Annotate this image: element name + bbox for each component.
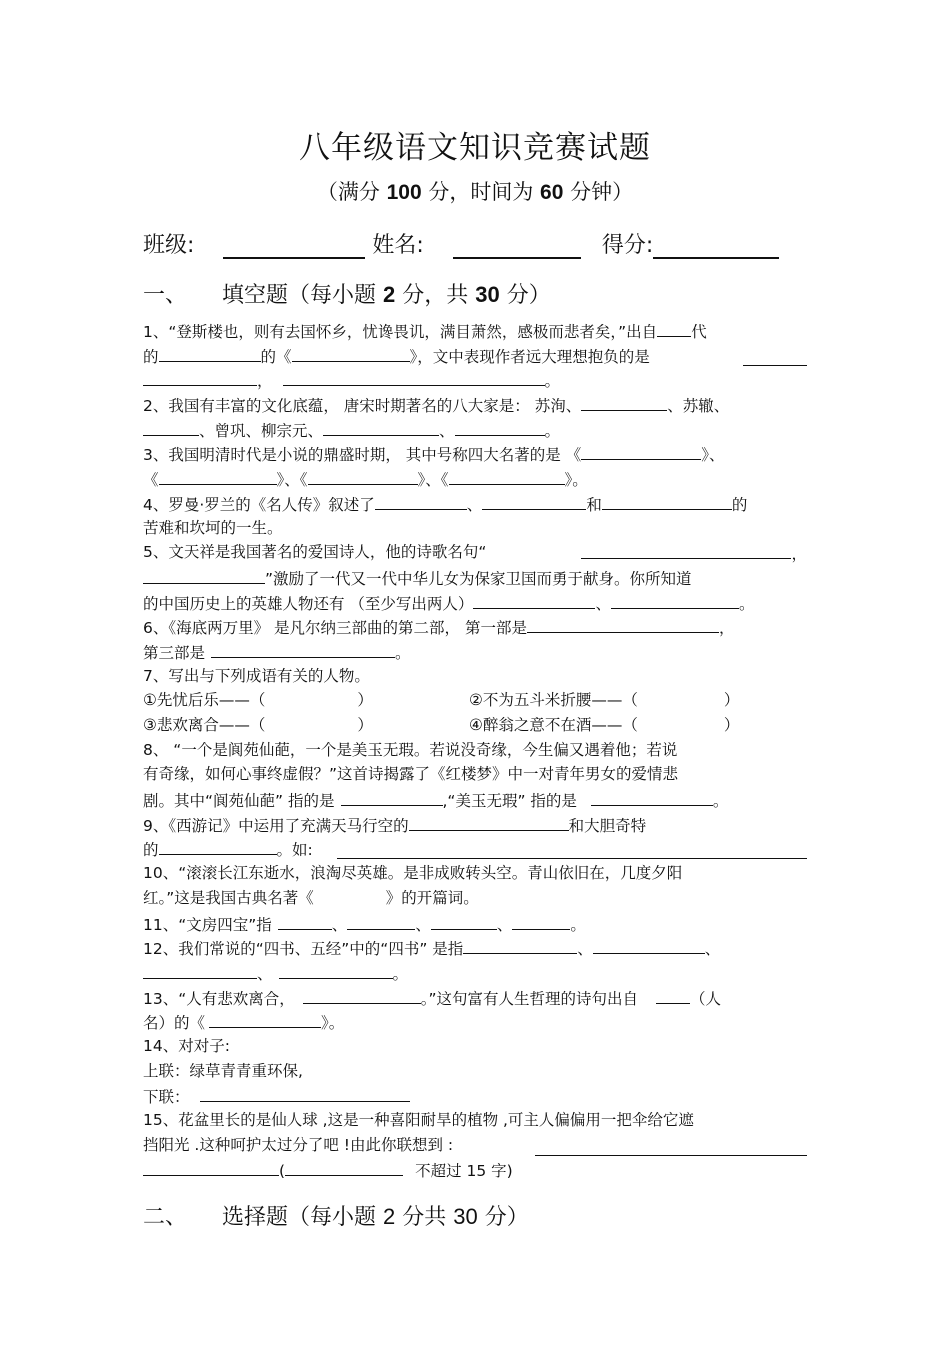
q2-line: 、曾巩、柳宗元、 、 。 [143,417,807,442]
q11-blank-4[interactable] [512,911,570,930]
q3-line: 《 》、《 》、《 》。 [143,466,807,491]
q13-blank-3[interactable] [209,1009,321,1028]
q2-blank-4[interactable] [455,417,545,436]
q9-blank-1[interactable] [409,812,569,831]
q3-blank-4[interactable] [449,466,565,485]
q5-blank-3[interactable] [473,590,595,609]
q15-blank-3[interactable] [285,1157,403,1176]
q2-blank-1[interactable] [581,392,667,411]
section-2-heading: 二、 选择题（每小题 2 分共 30 分） [143,1204,529,1230]
q4-blank-1[interactable] [375,491,467,510]
q9-line: 的 。如: [143,836,807,861]
q7-line: ①先忧后乐——（ ） ②不为五斗米折腰——（ ） [143,691,740,710]
q13-line: 名）的《 》。 [143,1009,807,1034]
q5-line: 5、文天祥是我国著名的爱国诗人，他的诗歌名句“ ， [143,540,807,565]
q15-line: 挡阳光 .这种呵护太过分了吧 !由此你联想到 : [143,1133,807,1158]
exam-subtitle: （满分 100 分，时间为 60 分钟） [316,180,634,204]
q12-line: 、 。 [143,960,807,985]
class-field[interactable] [223,233,365,259]
score-field[interactable] [653,233,779,259]
q13-line: 13、“人有悲欢离合， 。”这句富有人生哲理的诗句出自 （人 [143,985,807,1010]
score-label: 得分: [601,233,654,258]
q1-blank-work[interactable] [292,343,410,362]
q3-blank-3[interactable] [308,466,418,485]
q12-blank-1[interactable] [463,935,577,954]
q11-blank-2[interactable] [347,911,415,930]
student-info-row [143,228,779,259]
q3-blank-2[interactable] [159,466,277,485]
q1-blank-sentence[interactable] [743,347,807,366]
q15-line: ( 不超过 15 字) [143,1157,807,1182]
q8-blank-1[interactable] [341,787,443,806]
section-1-heading: 一、 填空题（每小题 2 分，共 30 分） [143,282,551,308]
q15-blank-1[interactable] [535,1137,807,1156]
q9-blank-2[interactable] [159,836,277,855]
q5-blank-4[interactable] [611,590,739,609]
q12-line: 12、我们常说的“四书、五经”中的“四书” 是指 、 、 [143,935,807,960]
q5-line: ”激励了一代又一代中华儿女为保家卫国而勇于献身。你所知道 [143,565,807,590]
q8-line: 8、 “一个是阆苑仙葩，一个是美玉无瑕。若说没奇缘，今生偏又遇着他；若说 [143,740,678,759]
class-label: 班级: [143,233,195,258]
q12-blank-3[interactable] [143,960,257,979]
q8-blank-2[interactable] [591,787,713,806]
q4-blank-2[interactable] [482,491,586,510]
q12-blank-4[interactable] [279,960,393,979]
q2-line: 2、我国有丰富的文化底蕴， 唐宋时期著名的八大家是： 苏洵、 、苏辙、 [143,392,807,417]
q14-line: 下联： [143,1083,807,1108]
q15-line: 15、花盆里长的是仙人球 ,这是一种喜阳耐旱的植物 ,可主人偏偏用一把伞给它遮 [143,1111,694,1129]
q13-blank-2[interactable] [656,985,690,1004]
q14-line: 上联：绿草青青重环保, [143,1061,303,1080]
q4-line: 苦难和坎坷的一生。 [143,518,283,537]
q1-blank-author[interactable] [159,343,261,362]
q1-line: ， 。 [143,367,807,392]
name-label: 姓名: [372,233,424,258]
q1-blank-dynasty[interactable] [657,318,691,337]
q11-blank-1[interactable] [278,911,332,930]
q10-line: 红。”这是我国古典名著《 》的开篇词。 [143,888,479,907]
question-block [143,318,807,1182]
q3-blank-1[interactable] [581,441,701,460]
q7-line: ③悲欢离合——（ ） ④醉翁之意不在酒——（ ） [143,716,740,734]
page-title: 八年级语文知识竞赛试题 [299,130,651,166]
q2-blank-2[interactable] [143,417,199,436]
q6-line: 6、《海底两万里》 是凡尔纳三部曲的第二部， 第一部是 ， [143,614,807,639]
name-field[interactable] [453,233,581,259]
q14-line: 14、对对子: [143,1036,230,1055]
q2-blank-3[interactable] [323,417,439,436]
q6-line: 第三部是 。 [143,639,807,664]
q3-line: 3、我国明清时代是小说的鼎盛时期， 其中号称四大名著的是 《 》、 [143,441,807,466]
q6-blank-1[interactable] [527,614,719,633]
q14-blank-couplet[interactable] [200,1083,410,1102]
q8-line: 剧。其中“阆苑仙葩” 指的是 ,“美玉无瑕” 指的是 。 [143,787,807,812]
q15-blank-2[interactable] [143,1157,279,1176]
q6-blank-2[interactable] [211,639,395,658]
q5-blank-2[interactable] [143,565,265,584]
q5-blank-1[interactable] [581,540,791,559]
q9-blank-example[interactable] [337,840,807,859]
q5-line: 的中国历史上的英雄人物还有 （至少写出两人） 、 。 [143,590,807,615]
q8-line: 有奇缘，如何心事终虚假？”这首诗揭露了《红楼梦》中一对青年男女的爱情悲 [143,765,679,784]
q9-line: 9、《西游记》中运用了充满天马行空的 和大胆奇特 [143,812,807,837]
q10-line: 10、“滚滚长江东逝水，浪淘尽英雄。是非成败转头空。青山依旧在，几度夕阳 [143,864,683,883]
q4-blank-3[interactable] [602,491,732,510]
q7-line: 7、写出与下列成语有关的人物。 [143,666,370,685]
q1-blank-sentence-2[interactable] [143,367,257,386]
q13-blank-1[interactable] [303,985,421,1004]
q11-line: 11、“文房四宝”指 、 、 、 。 [143,911,807,936]
q12-blank-2[interactable] [593,935,705,954]
q4-line: 4、罗曼·罗兰的《名人传》叙述了 、 和 的 [143,491,807,516]
q1-line: 的 的《 》，文中表现作者远大理想抱负的是 [143,343,807,368]
q1-blank-sentence-3[interactable] [283,367,545,386]
q11-blank-3[interactable] [431,911,497,930]
q1-line: 1、“登斯楼也，则有去国怀乡，忧谗畏讥，满目萧然，感极而悲者矣，”出自 代 [143,318,807,343]
